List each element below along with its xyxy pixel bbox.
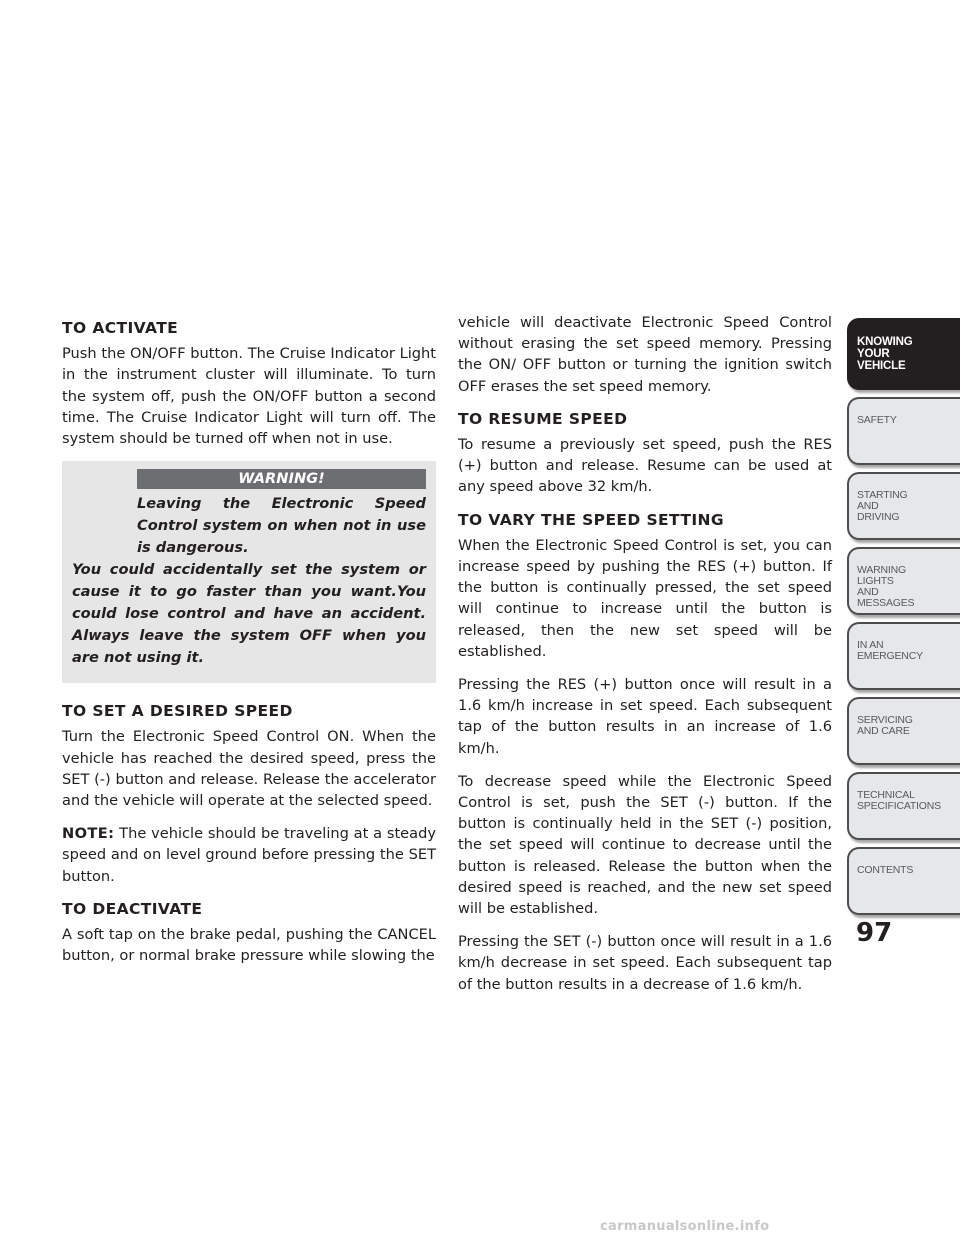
tab-knowing-your-vehicle[interactable]	[847, 318, 960, 390]
note-paragraph	[62, 823, 436, 887]
tab-label: STARTING AND DRIVING	[857, 489, 908, 523]
left-column	[62, 312, 436, 978]
tab-label: SAFETY	[857, 414, 897, 426]
tab-in-an-emergency[interactable]	[847, 622, 960, 690]
tab-label: SERVICING AND CARE	[857, 714, 913, 737]
right-column	[458, 312, 832, 1007]
warning-box	[62, 461, 436, 683]
tab-contents[interactable]	[847, 847, 960, 915]
warning-text	[72, 493, 426, 669]
tab-label: CONTENTS	[857, 864, 914, 876]
section-tabs	[847, 318, 960, 922]
deactivate-heading: TO DEACTIVATE	[62, 899, 203, 918]
vary-paragraph-4: Pressing the SET (-) button once will result in a 1.6 km/h decrease in set speed. Each subsequent tap of the button results in a decrease of 1.6 km/h.	[458, 933, 832, 993]
vary-paragraph-3: To decrease speed while the Electronic Speed Control is set, push the SET (-) button. If the button is continually held in the SET (-) position, the set speed will continue to decrease until the button is released. Release the button when the desired speed is reached, and the new set speed will be established.	[458, 772, 832, 918]
page-number: 97	[856, 918, 893, 948]
set-speed-paragraph: Turn the Electronic Speed Control ON. When the vehicle has reached the desired speed, press the SET (-) button and release. Release the accelerator and the vehicle will operate at the selected speed.	[62, 728, 436, 810]
tab-label: TECHNICAL SPECIFICATIONS	[857, 789, 941, 812]
activate-heading: TO ACTIVATE	[62, 319, 179, 337]
tab-starting-and-driving[interactable]	[847, 472, 960, 540]
warning-text-full: You could accidentally set the system or cause it to go faster than you want.You could lose control and have an accident. Always leave the system OFF when you are not using it.	[72, 561, 426, 667]
set-speed-heading: TO SET A DESIRED SPEED	[62, 702, 293, 721]
tab-safety[interactable]	[847, 397, 960, 465]
warning-title: WARNING!	[137, 469, 426, 489]
tab-servicing-and-care[interactable]	[847, 697, 960, 765]
vary-paragraph-2: Pressing the RES (+) button once will result in a 1.6 km/h increase in set speed. Each subsequent tap of the button results in an increase of 1.6 km/h.	[458, 676, 832, 757]
note-text: The vehicle should be traveling at a steady speed and on level ground before pressing the SET button.	[62, 825, 436, 885]
deactivate-continued-paragraph: vehicle will deactivate Electronic Speed Control without erasing the set speed memory. Pressing the ON/ OFF button or turning the ignition switch OFF erases the set speed memory.	[458, 314, 832, 395]
vary-heading: TO VARY THE SPEED SETTING	[458, 510, 724, 529]
deactivate-paragraph: A soft tap on the brake pedal, pushing the CANCEL button, or normal brake pressure while slowing the	[62, 926, 436, 965]
resume-heading: TO RESUME SPEED	[458, 409, 628, 428]
warning-text-indented: Leaving the Electronic Speed Control system on when not in use is dangerous.	[137, 495, 426, 557]
tab-label: WARNING LIGHTS AND MESSAGES	[857, 564, 915, 609]
note-label: NOTE:	[62, 825, 115, 843]
tab-label: IN AN EMERGENCY	[857, 639, 923, 662]
resume-paragraph: To resume a previously set speed, push the RES (+) button and release. Resume can be used at any speed above 32 km/h.	[458, 436, 832, 496]
tab-warning-lights-and-messages[interactable]	[847, 547, 960, 615]
activate-paragraph: Push the ON/OFF button. The Cruise Indicator Light in the instrument cluster will illuminate. To turn the system off, push the ON/OFF button a second time. The Cruise Indicator Light will turn off. The system should be turned off when not in use.	[62, 345, 436, 448]
watermark: carmanualsonline.info	[600, 1219, 770, 1234]
vary-paragraph-1: When the Electronic Speed Control is set, you can increase speed by pushing the RES (+) button. If the button is continually pressed, the set speed will continue to increase until the button is released, then the new set speed will be established.	[458, 536, 832, 660]
tab-label: KNOWING YOUR VEHICLE	[857, 336, 913, 372]
tab-technical-specifications[interactable]	[847, 772, 960, 840]
